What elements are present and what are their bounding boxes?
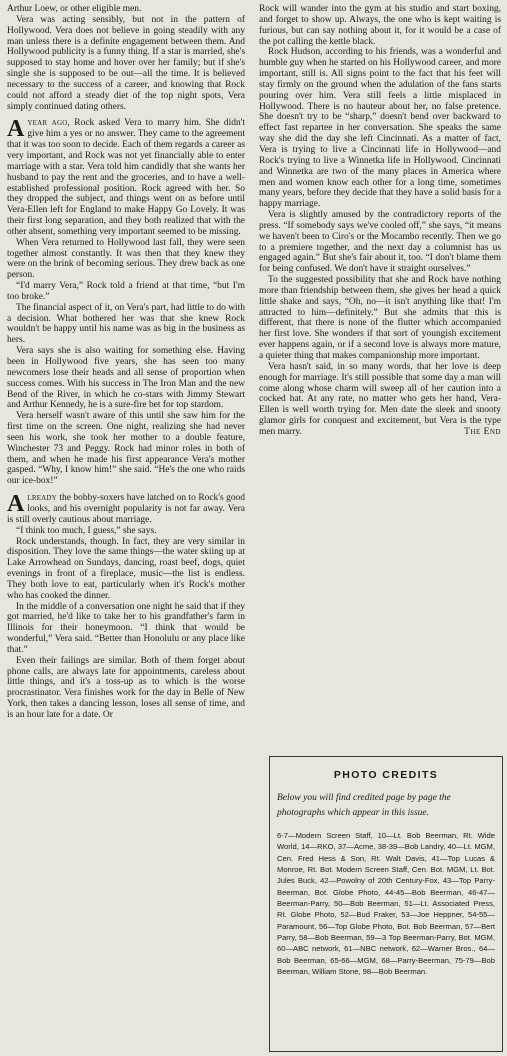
photo-credits-list: 6-7—Modern Screen Staff, 10—Lt. Bob Beerman, Rt. Wide World, 14—RKO, 37—Acme, 38-39—Bob Landry, 40—Lt. MGM, Cen. Fred Hess & Son, Rt. Walt Davis, 41—Top Lucas & Monroe, Rt. Bot. Modern Screen Staff, Cen. Bot. MGM, Lt. Bot. Jules Buck, 42—Powolny of 20th Century-Fox, 43—Top Parry-Beerman, Bot. Globe Photo, 44-45—Bob Beerman, 46-47—Beerman-Parry, 50—Bob Beerman, 51—Lt. Associated Press, Rt. Globe Photo, 52—Bud Fraker, 53—Joe Heppner, 54-55—Paramount, 56—Top Globe Photo, Bot. Bob Beerman, 57—Bert Parry, 58—Bob Beerman, 59—3 Top Beerman-Parry, Bot. MGM, 60—ABC network, 61—NBC network, 62—Warner Bros., 64—Bob Beerman, 65-66—MGM, 68—Parry-Beerman, 75-79—Bob Beerman, William Stone, 98—Bob Beerman. (277, 831, 495, 977)
paragraph: Vera hasn't said, in so many words, that her love is deep enough for marriage. It's still possible that some day a man will come along whose charm will sweep all of her caution into a cocked hat. At any rate, no matter who gets her hand, Vera-Ellen is well worth trying for. Men date the sleek and snooty glamor girls for conquest and excitement, but Vera is the type men marry. (259, 361, 501, 437)
drop-cap: A (7, 491, 25, 518)
photo-credits-title: PHOTO CREDITS (333, 769, 439, 781)
paragraph-body: the bobby-soxers have latched on to Rock's good looks, and his overnight popularity is not far away. Vera is still overly cautious about marriage. (7, 493, 245, 525)
paragraph: “I think too much, I guess,” she says. (16, 525, 157, 536)
paragraph: “I'd marry Vera,” Rock told a friend at that time, “but I'm too broke.” (7, 281, 245, 302)
paragraph: In the middle of a conversation one night he said that if they got married, he'd like to take her to his grandfather's farm in Illinois for their honeymoon. “I think that would be wonderful,” Vera said. “Better than Honolulu or any place like that.” (7, 601, 245, 655)
paragraph: Vera says she is also waiting for something else. Having been in Hollywood five years, she has seen too many newcomers lose their heads and all sense of proportion when success comes. With his success in The Iron Man and the new Bend of the River, in which he co-stars with Jimmy Stewart and Arthur Kennedy, he is a sure-fire bet for top stardom. (7, 346, 245, 411)
small-caps-lead: lready (27, 493, 57, 504)
paragraph: Vera was acting sensibly, but not in the pattern of Hollywood. Vera does not believe in going steadily with any man unless there is a definite engagement between them. And Hollywood publicity is a funny thing. If a star is married, she's supposed to stay home and hover over her family; but if she's single she is supposed to be out—all the time. It is believed necessary to the success of a career, and knowing that Rock could not afford a steady diet of the top night spots, Vera simply continued dating others. (7, 14, 245, 112)
paragraph: Rock understands, though. In fact, they are very similar in disposition. They love the same things—the water skiing up at Lake Arrowhead on Sundays, dancing, roast beef, dogs, quiet evenings in front of a fireplace, music—the list is endless. They both love to eat, particularly when it's Rock's mother who has cooked the dinner. (7, 536, 245, 601)
photo-credits-box (269, 756, 503, 1052)
paragraph: The financial aspect of it, on Vera's part, had little to do with a decision. What bothered her was that she knew Rock wouldn't be happy until his name was as big in the business as hers. (7, 302, 245, 346)
paragraph: Vera herself wasn't aware of this until she saw him for the first time on the screen. One night, realizing she had never seen his work, she took her mother to a double feature, Winchester 73 and Peggy. Rock had minor roles in both of them, and when he made his first appearance Vera's mother gasped. “Why, I know him!” she said. “He's the one who raids our ice-box!” (7, 411, 245, 487)
photo-credits-intro: Below you will find credited page by page the photographs which appear in this issue. (277, 793, 451, 818)
paragraph-body: Rock asked Vera to marry him. She didn't give him a yes or no answer. They came to the agreement that it was too soon to decide. Each of them regards a career as very important, and Rock was not yet financially able to enter marriage with a star. Vera told him candidly that she wants her husband to pay the rent and the groceries, and to have a well-established professional position. Rock agreed with her. So they dropped the subject, and things went on as before until Vera-Ellen left for England to make Happy Go Lovely. It was their first long separation, and they both realized that with the other absent, something very important seemed to be missing. (7, 118, 245, 237)
paragraph: Vera is slightly amused by the contradictory reports of the press. “If somebody says we've cooled off,” she says, “it means we haven't been to Ciro's or the Mocambo recently. Then we go to a premiere together, and the next day a columnist has us engaged again.” But she's fair about it, too. “I don't blame them for being confused. We don't have it straight ourselves.” (259, 210, 501, 275)
drop-cap: A (7, 116, 25, 143)
paragraph: To the suggested possibility that she and Rock have nothing more than friendship between them, she gives her head a quick little shake and says, “Oh, no—it isn't anything like that! I'm attracted to him—definitely.” But she admits that this is different, that there is none of the flutter which accompanied her first love. She wonders if that sort of youngish excitement ever happens again, or if a second love is always more mature, a quieter thing that makes companionship more important. (259, 275, 501, 361)
paragraph: When Vera returned to Hollywood last fall, they were seen together almost constantly. It was then that they knew they were on the brink of becoming serious. They drew back as one person. (7, 237, 245, 281)
right-article-column (259, 4, 501, 438)
paragraph: Arthur Loew, or other eligible men. (7, 4, 142, 14)
paragraph: Rock will wander into the gym at his studio and start boxing, and forget to show up. Always, the one who is kept waiting is furious, but can say nothing about it, for it would be a case of the pot calling the kettle black. (259, 4, 501, 47)
paragraph: Rock Hudson, according to his friends, was a wonderful and humble guy when he started on his Hollywood career, and more important, still is. All signs point to the fact that his feet will stay firmly on the ground when the adulation of the fans starts pouring over him. Vera still feels a little misplaced in Hollywood. There is no hauteur about her, no false pretence. She doesn't try to be “sharp,” doesn't bend over backward to effect fast repartee in her conversation. She speaks the same way she did the day she left Cincinnati. As a matter of fact, Vera is trying to live a Cincinnati life in Hollywood—and Rock's trying to live a Winnetka life in Hollywood. Cincinnati and Winnetka are two of the many places in America where men and women know each other for a long time, sometimes many years, before they decide that they have a solid basis for a happy marriage. (259, 47, 501, 210)
section-paragraph (7, 118, 245, 237)
the-end-mark: The End (464, 426, 501, 437)
section-paragraph (7, 493, 245, 526)
paragraph: Even their failings are similar. Both of them forget about phone calls, are always late for appointments, careless about little things, and it's a toss-up as to which is the worse procrastinator. Vera finishes work for the day in Belle of New York, then takes a dancing lesson, loses all sense of time, and is an hour late for a date. Or (7, 655, 245, 720)
small-caps-lead: year ago, (27, 118, 71, 129)
left-article-column (7, 4, 245, 721)
